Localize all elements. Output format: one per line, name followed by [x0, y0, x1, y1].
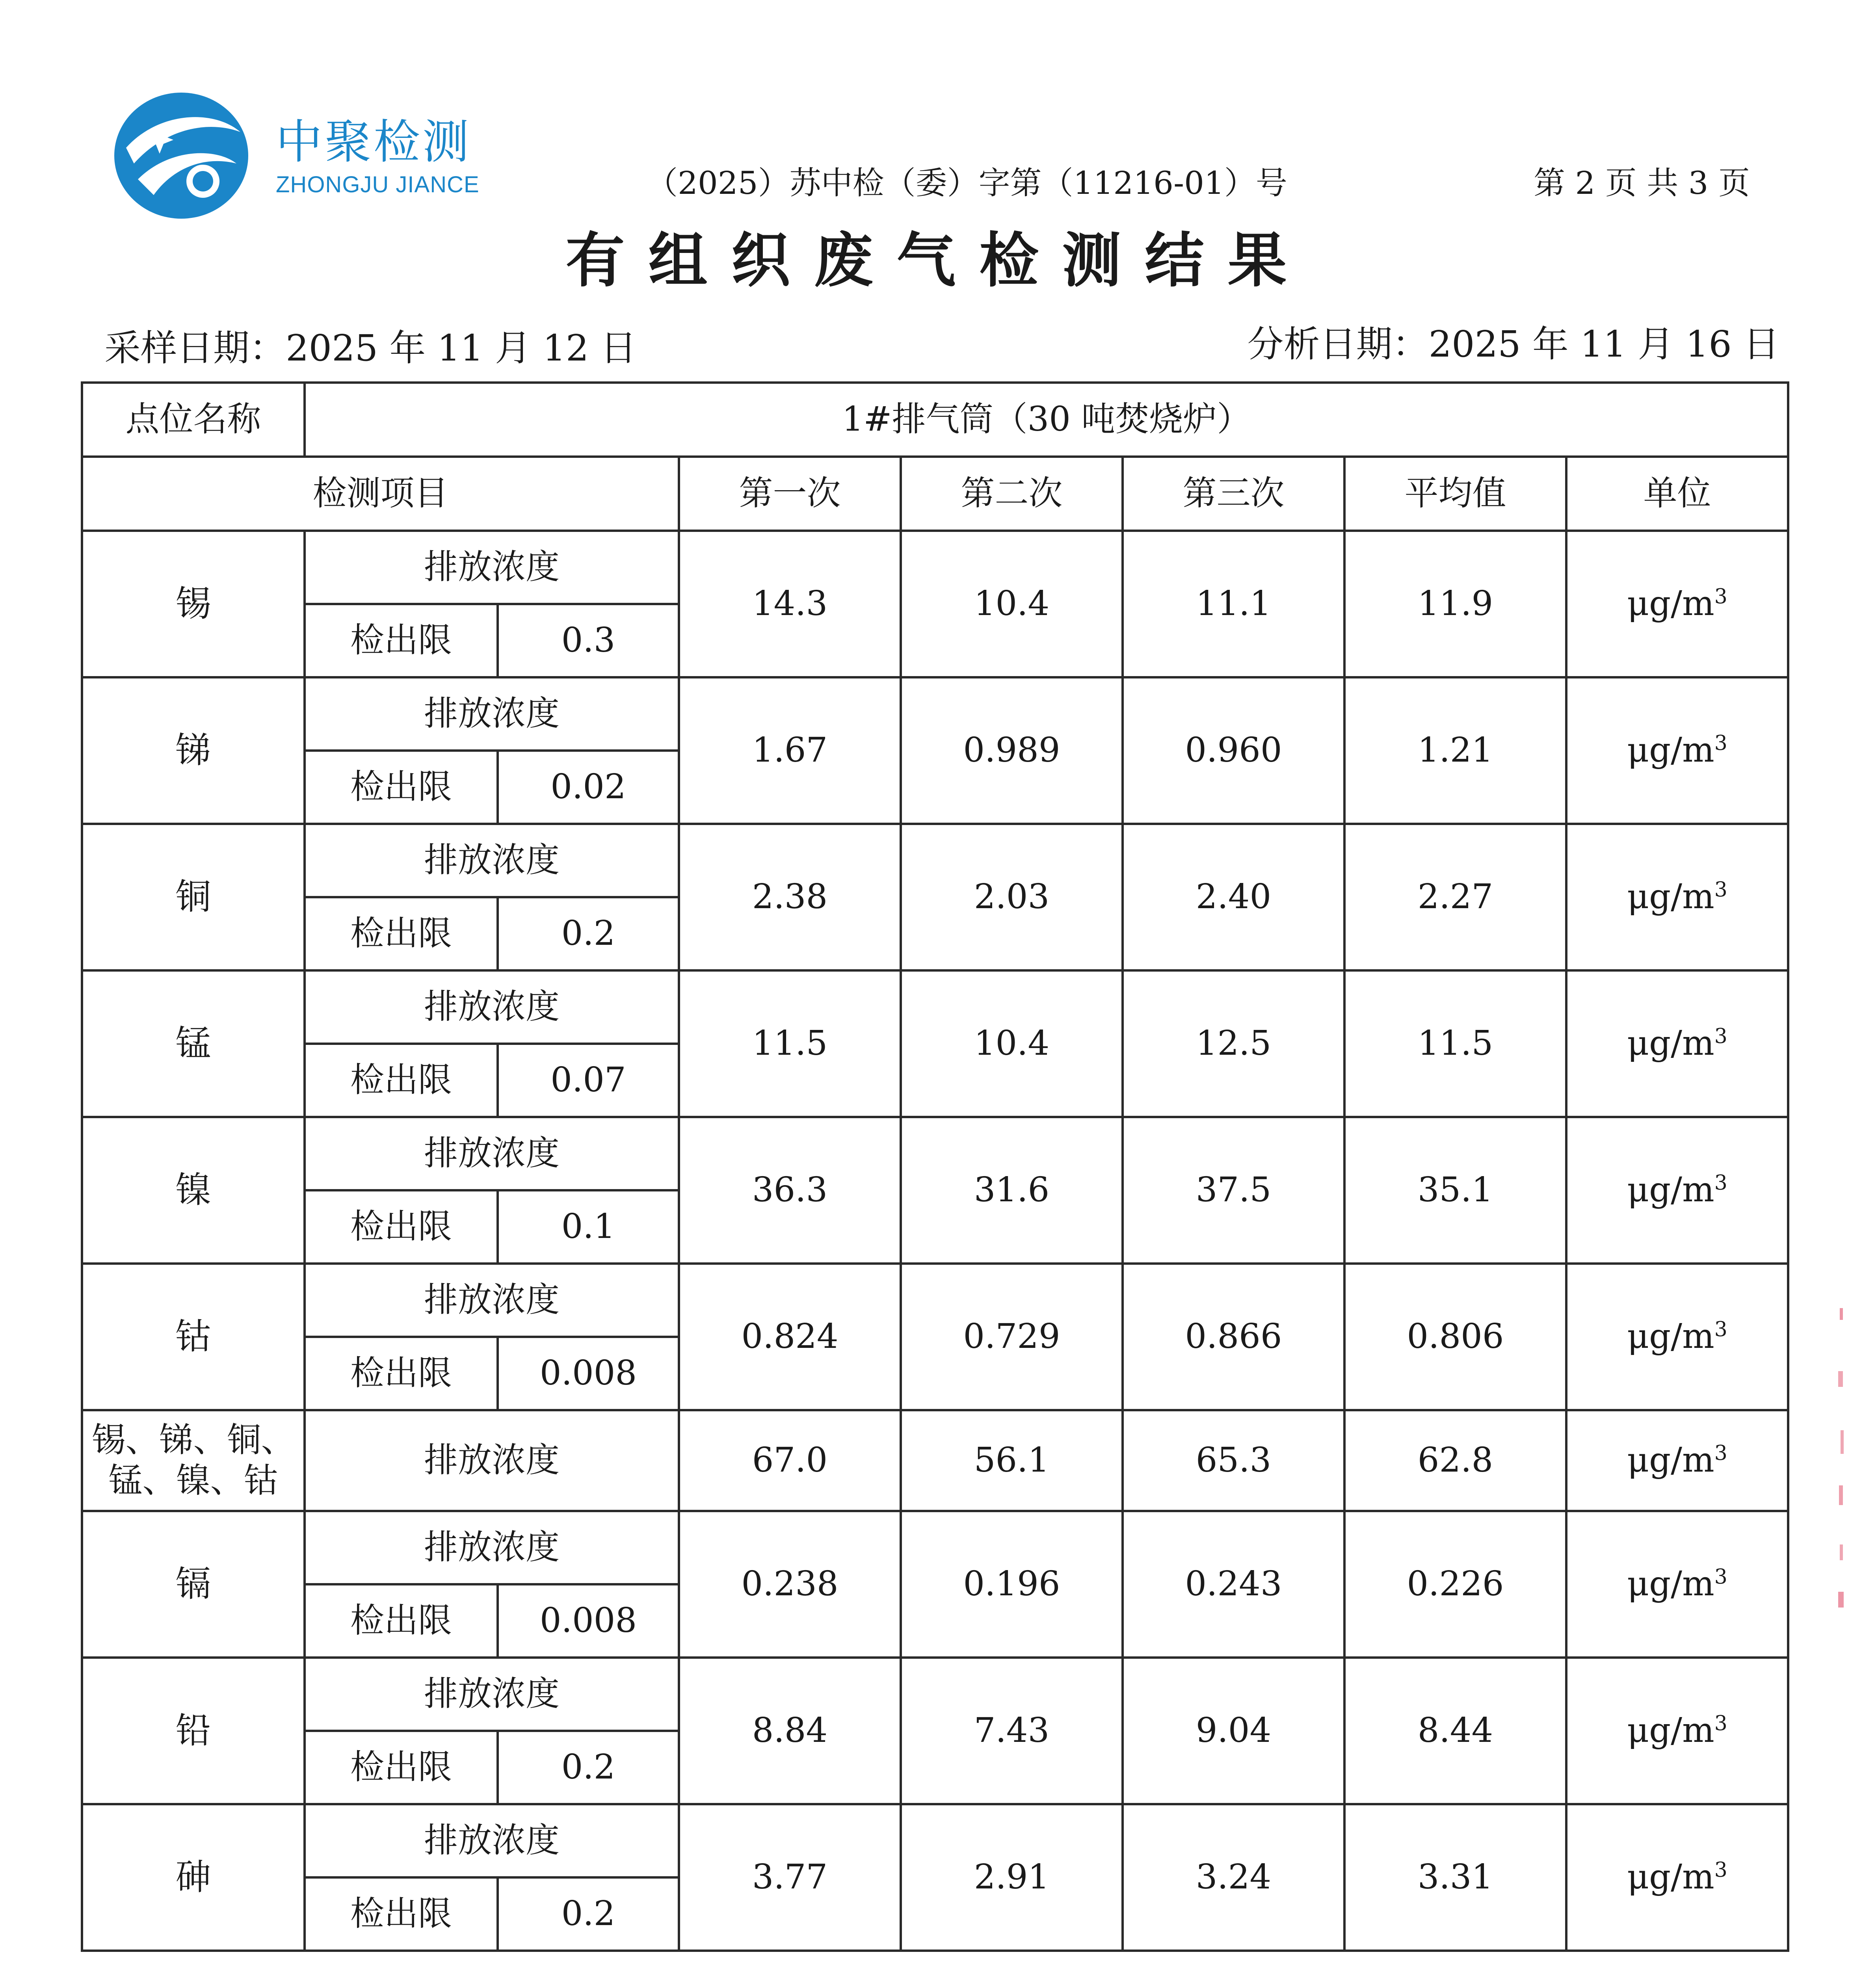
page-title: 有组织废气检测结果 [565, 226, 1311, 295]
element-row [82, 677, 1788, 751]
company-logo [110, 89, 504, 230]
detection-limit-value: 0.008 [498, 1584, 679, 1658]
detection-limit-label: 检出限 [305, 1337, 498, 1410]
unit-cell [1566, 1117, 1788, 1264]
unit-cell [1566, 1658, 1788, 1804]
unit-base: μg/m [1627, 1024, 1714, 1063]
detection-limit-label: 检出限 [305, 1190, 498, 1264]
element-row [82, 531, 1788, 604]
document-number: （2025）苏中检（委）字第（11216-01）号 [646, 165, 1287, 201]
run1-value: 0.824 [679, 1264, 901, 1410]
element-name: 钴 [82, 1264, 305, 1410]
concentration-label: 排放浓度 [305, 1264, 679, 1337]
detection-limit-value: 0.2 [498, 1731, 679, 1804]
unit-cell [1566, 1511, 1788, 1658]
unit-exponent: 3 [1714, 731, 1727, 755]
concentration-label: 排放浓度 [305, 824, 679, 897]
logo-chinese-name: 中聚检测 [276, 115, 472, 169]
run1-value: 36.3 [679, 1117, 901, 1264]
detection-limit-value: 0.2 [498, 1877, 679, 1951]
unit-exponent: 3 [1714, 1024, 1727, 1048]
unit-base: μg/m [1627, 1711, 1714, 1751]
location-value: 1#排气筒（30 吨焚烧炉） [305, 383, 1788, 457]
detection-limit-value: 0.2 [498, 897, 679, 970]
run1-value: 14.3 [679, 531, 901, 677]
run2-value: 0.729 [901, 1264, 1123, 1410]
run2-value: 2.03 [901, 824, 1123, 970]
header-run2: 第二次 [901, 457, 1123, 531]
unit-base: μg/m [1627, 1170, 1714, 1210]
concentration-label: 排放浓度 [305, 970, 679, 1044]
location-label: 点位名称 [82, 383, 305, 457]
run3-value: 9.04 [1123, 1658, 1344, 1804]
unit-exponent: 3 [1714, 585, 1727, 609]
unit-base: μg/m [1627, 1857, 1714, 1897]
run2-value: 10.4 [901, 531, 1123, 677]
run2-value: 7.43 [901, 1658, 1123, 1804]
unit-cell [1566, 1410, 1788, 1511]
element-row [82, 1117, 1788, 1190]
sampling-date: 采样日期：2025 年 11 月 12 日 [104, 327, 637, 369]
run3-value: 65.3 [1123, 1410, 1344, 1511]
unit-exponent: 3 [1714, 1318, 1727, 1342]
summary-row [82, 1410, 1788, 1511]
run3-value: 37.5 [1123, 1117, 1344, 1264]
detection-limit-label: 检出限 [305, 751, 498, 824]
element-name: 砷 [82, 1804, 305, 1951]
element-row [82, 1658, 1788, 1731]
run2-value: 0.989 [901, 677, 1123, 824]
concentration-label: 排放浓度 [305, 1410, 679, 1511]
header-run1: 第一次 [679, 457, 901, 531]
element-name: 铅 [82, 1658, 305, 1804]
page-indicator: 第 2 页 共 3 页 [1534, 165, 1750, 201]
unit-base: μg/m [1627, 584, 1714, 624]
detection-limit-value: 0.02 [498, 751, 679, 824]
detection-limit-value: 0.008 [498, 1337, 679, 1410]
concentration-label: 排放浓度 [305, 1117, 679, 1190]
unit-cell [1566, 531, 1788, 677]
run3-value: 0.960 [1123, 677, 1344, 824]
unit-base: μg/m [1627, 1564, 1714, 1604]
concentration-label: 排放浓度 [305, 1658, 679, 1731]
detection-limit-value: 0.07 [498, 1044, 679, 1117]
element-name: 锑 [82, 677, 305, 824]
run1-value: 1.67 [679, 677, 901, 824]
unit-exponent: 3 [1714, 1441, 1727, 1465]
run3-value: 12.5 [1123, 970, 1344, 1117]
average-value: 3.31 [1344, 1804, 1566, 1951]
run1-value: 3.77 [679, 1804, 901, 1951]
concentration-label: 排放浓度 [305, 1804, 679, 1877]
element-name: 锰 [82, 970, 305, 1117]
element-name: 镍 [82, 1117, 305, 1264]
detection-limit-value: 0.1 [498, 1190, 679, 1264]
run1-value: 8.84 [679, 1658, 901, 1804]
unit-exponent: 3 [1714, 1565, 1727, 1589]
average-value: 0.226 [1344, 1511, 1566, 1658]
run1-value: 0.238 [679, 1511, 901, 1658]
results-table [81, 381, 1789, 1952]
header-average: 平均值 [1344, 457, 1566, 531]
run1-value: 67.0 [679, 1410, 901, 1511]
summary-name-line2: 锰、镍、钴 [108, 1461, 278, 1500]
element-row [82, 1511, 1788, 1584]
unit-cell [1566, 1264, 1788, 1410]
average-value: 1.21 [1344, 677, 1566, 824]
unit-base: μg/m [1627, 730, 1714, 770]
element-name: 锡 [82, 531, 305, 677]
unit-exponent: 3 [1714, 1712, 1727, 1736]
detection-limit-label: 检出限 [305, 1731, 498, 1804]
run3-value: 0.243 [1123, 1511, 1344, 1658]
run2-value: 31.6 [901, 1117, 1123, 1264]
run3-value: 3.24 [1123, 1804, 1344, 1951]
average-value: 35.1 [1344, 1117, 1566, 1264]
unit-base: μg/m [1627, 1440, 1714, 1480]
detection-limit-label: 检出限 [305, 897, 498, 970]
concentration-label: 排放浓度 [305, 531, 679, 604]
average-value: 0.806 [1344, 1264, 1566, 1410]
element-name: 铜 [82, 824, 305, 970]
average-value: 11.9 [1344, 531, 1566, 677]
element-row [82, 1804, 1788, 1877]
unit-cell [1566, 824, 1788, 970]
unit-cell [1566, 677, 1788, 824]
detection-limit-label: 检出限 [305, 1877, 498, 1951]
logo-english-name: ZHONGJU JIANCE [276, 172, 480, 197]
element-name: 镉 [82, 1511, 305, 1658]
detection-limit-label: 检出限 [305, 604, 498, 677]
run3-value: 11.1 [1123, 531, 1344, 677]
run3-value: 2.40 [1123, 824, 1344, 970]
unit-cell [1566, 970, 1788, 1117]
run1-value: 2.38 [679, 824, 901, 970]
element-row [82, 824, 1788, 897]
header-item: 检测项目 [82, 457, 679, 531]
average-value: 62.8 [1344, 1410, 1566, 1511]
element-row [82, 1264, 1788, 1337]
concentration-label: 排放浓度 [305, 1511, 679, 1584]
unit-cell [1566, 1804, 1788, 1951]
run2-value: 0.196 [901, 1511, 1123, 1658]
analysis-date: 分析日期：2025 年 11 月 16 日 [1247, 323, 1779, 365]
location-row [82, 383, 1788, 457]
run2-value: 56.1 [901, 1410, 1123, 1511]
detection-limit-label: 检出限 [305, 1584, 498, 1658]
run1-value: 11.5 [679, 970, 901, 1117]
summary-name [82, 1410, 305, 1511]
summary-name-line1: 锡、锑、铜、 [91, 1420, 295, 1460]
run2-value: 10.4 [901, 970, 1123, 1117]
unit-base: μg/m [1627, 877, 1714, 917]
header-unit: 单位 [1566, 457, 1788, 531]
run2-value: 2.91 [901, 1804, 1123, 1951]
unit-exponent: 3 [1714, 1171, 1727, 1195]
concentration-label: 排放浓度 [305, 677, 679, 751]
average-value: 11.5 [1344, 970, 1566, 1117]
detection-limit-label: 检出限 [305, 1044, 498, 1117]
header-row [82, 457, 1788, 531]
logo-swoosh-icon [110, 89, 252, 223]
average-value: 8.44 [1344, 1658, 1566, 1804]
seal-edge-mark [1834, 1300, 1850, 1615]
run3-value: 0.866 [1123, 1264, 1344, 1410]
unit-exponent: 3 [1714, 878, 1727, 902]
header-run3: 第三次 [1123, 457, 1344, 531]
unit-exponent: 3 [1714, 1858, 1727, 1882]
unit-base: μg/m [1627, 1317, 1714, 1357]
element-row [82, 970, 1788, 1044]
average-value: 2.27 [1344, 824, 1566, 970]
detection-limit-value: 0.3 [498, 604, 679, 677]
